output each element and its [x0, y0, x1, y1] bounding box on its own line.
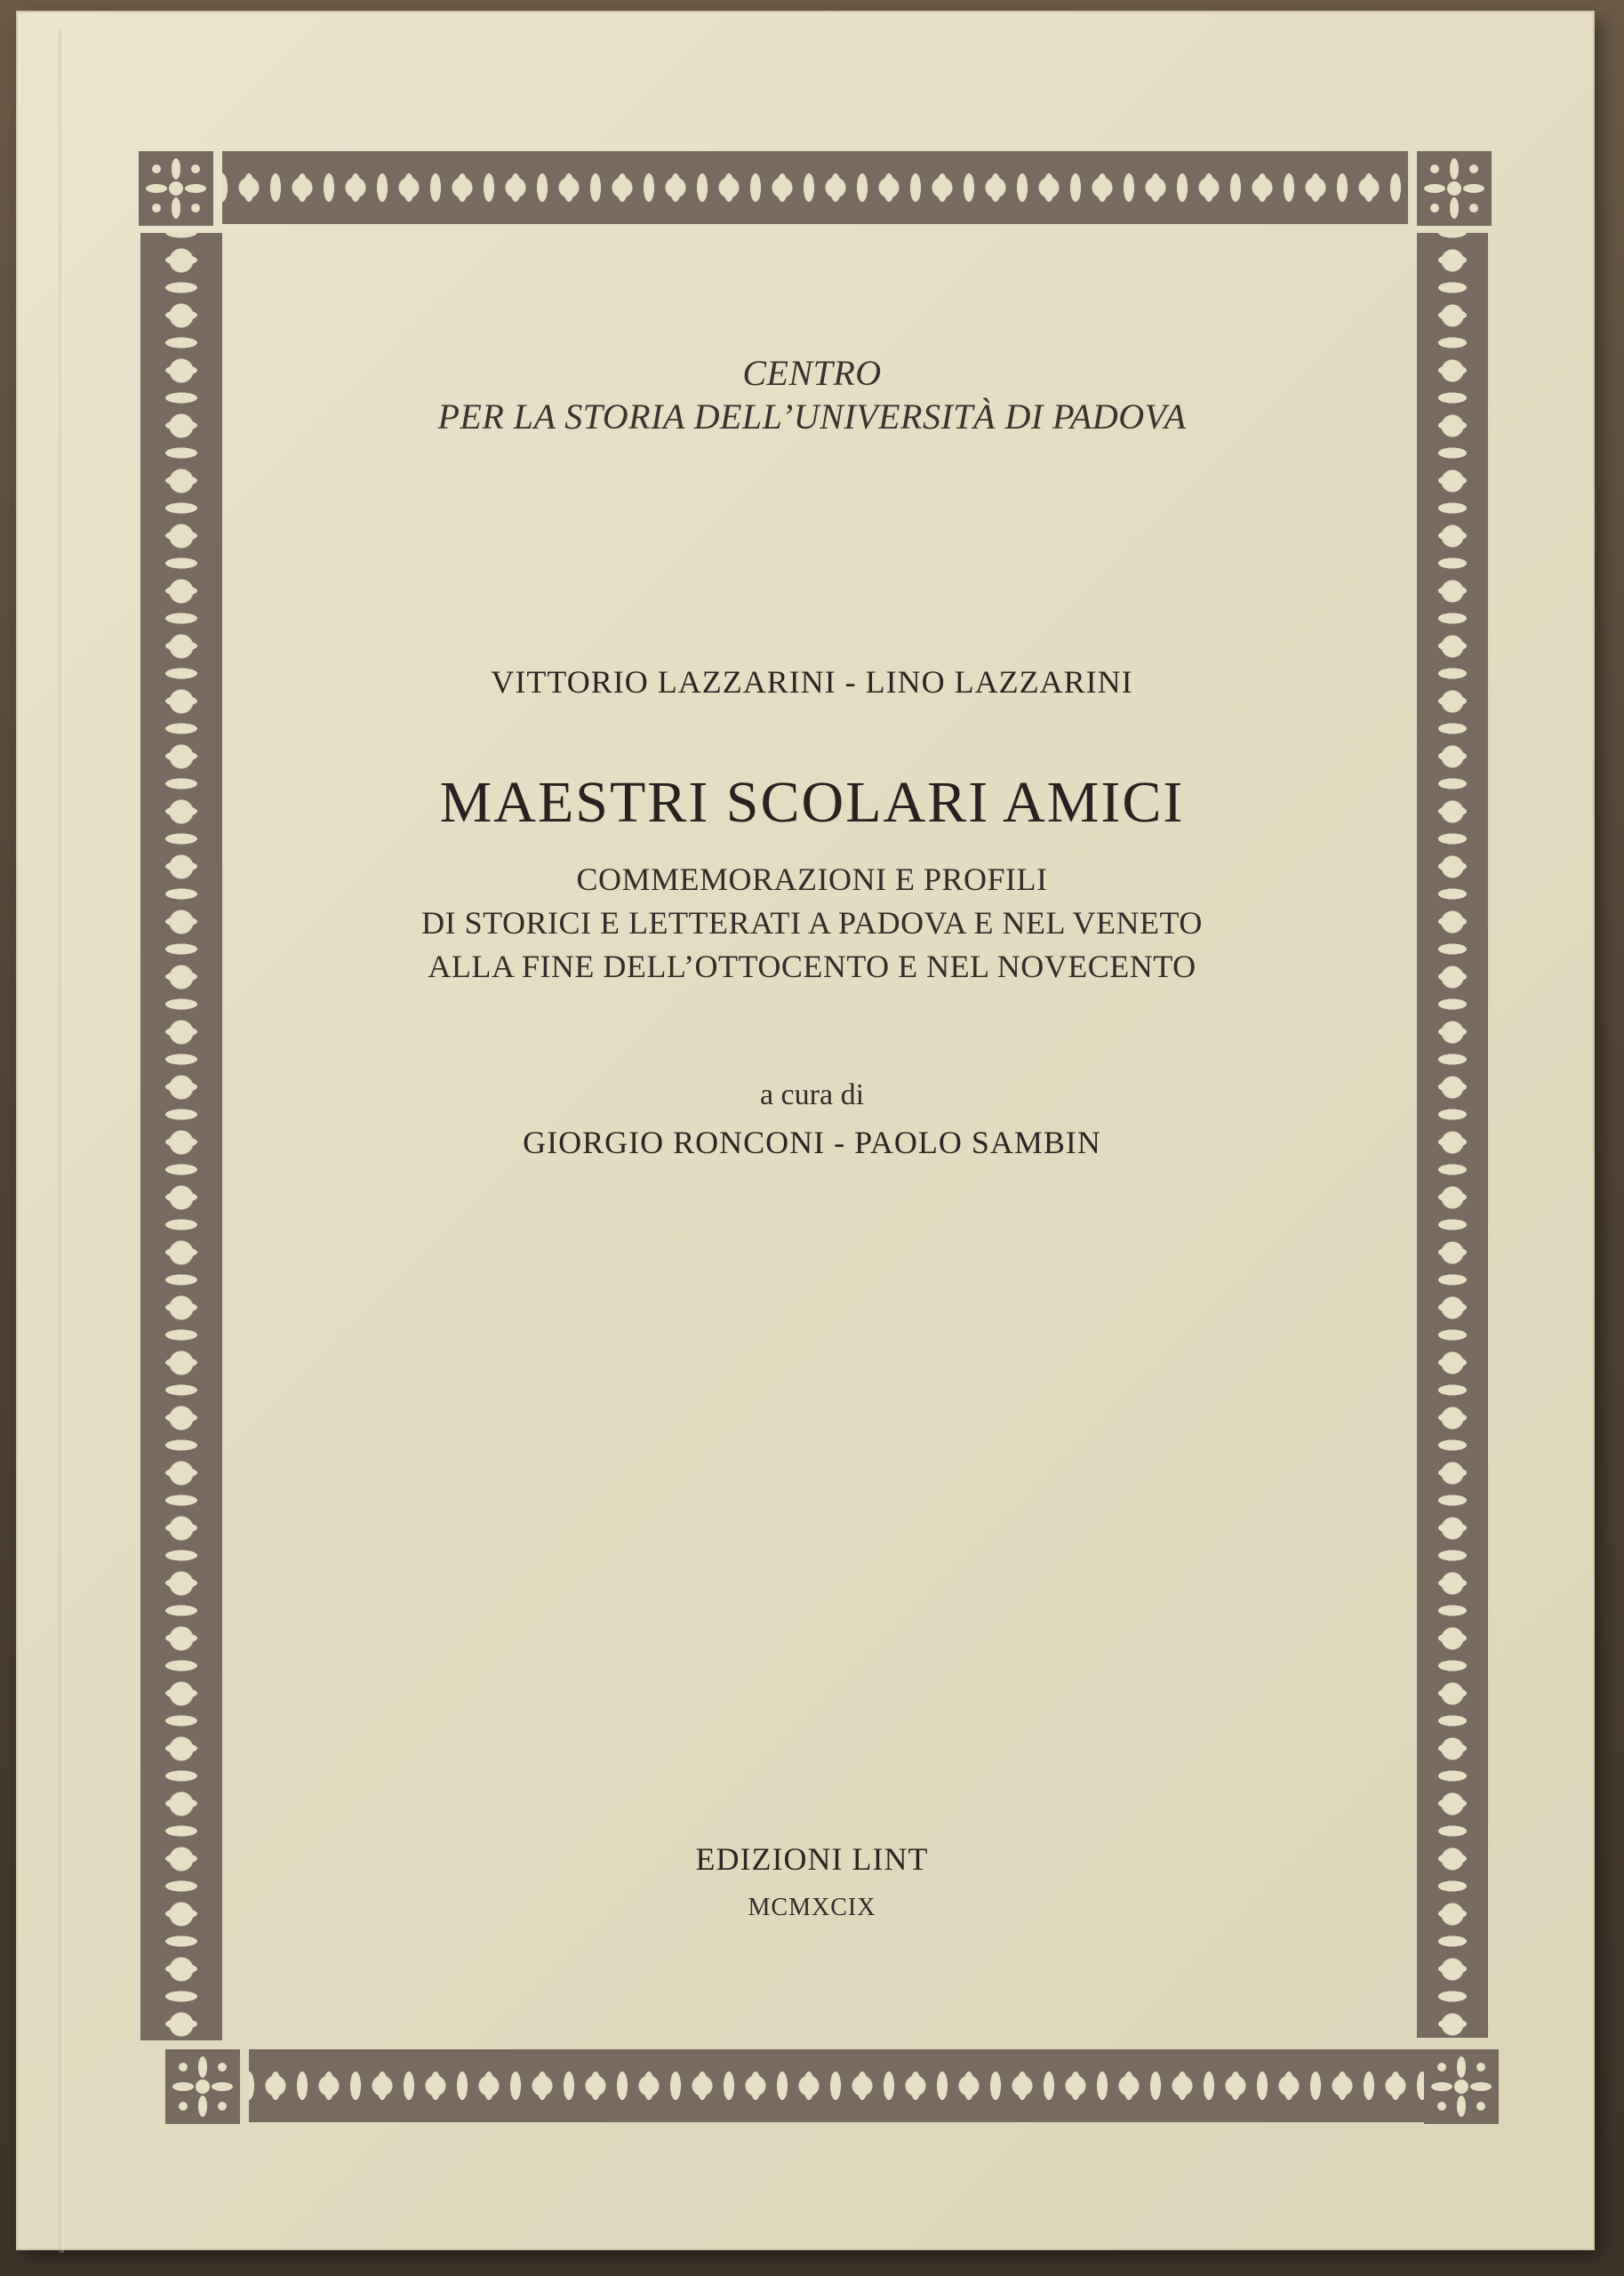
corner-ornament-bottom-right [1424, 2049, 1499, 2124]
publisher: EDIZIONI LINT [695, 1841, 929, 1877]
corner-ornament-top-right [1417, 151, 1492, 226]
corner-ornament-bottom-left [165, 2049, 240, 2124]
subtitle-line-1: COMMEMORAZIONI E PROFILI [576, 862, 1048, 897]
editor-label: a cura di [759, 1078, 865, 1111]
institution-line-2: PER LA STORIA DELL’UNIVERSITÀ DI PADOVA [437, 397, 1187, 437]
publication-year: MCMXCIX [748, 1894, 876, 1921]
ornamental-border-bottom [249, 2049, 1424, 2122]
authors: VITTORIO LAZZARINI - LINO LAZZARINI [491, 664, 1133, 700]
corner-ornament-top-left [139, 151, 213, 226]
subtitle-line-3: ALLA FINE DELL’OTTOCENTO E NEL NOVECENTO [428, 949, 1196, 984]
editors: GIORGIO RONCONI - PAOLO SAMBIN [523, 1125, 1101, 1160]
subtitle-line-2: DI STORICI E LETTERATI A PADOVA E NEL VENETO [421, 905, 1203, 941]
ornamental-border-top [222, 151, 1408, 224]
book-title: MAESTRI SCOLARI AMICI [439, 770, 1185, 835]
institution-line-1: CENTRO [742, 353, 882, 393]
